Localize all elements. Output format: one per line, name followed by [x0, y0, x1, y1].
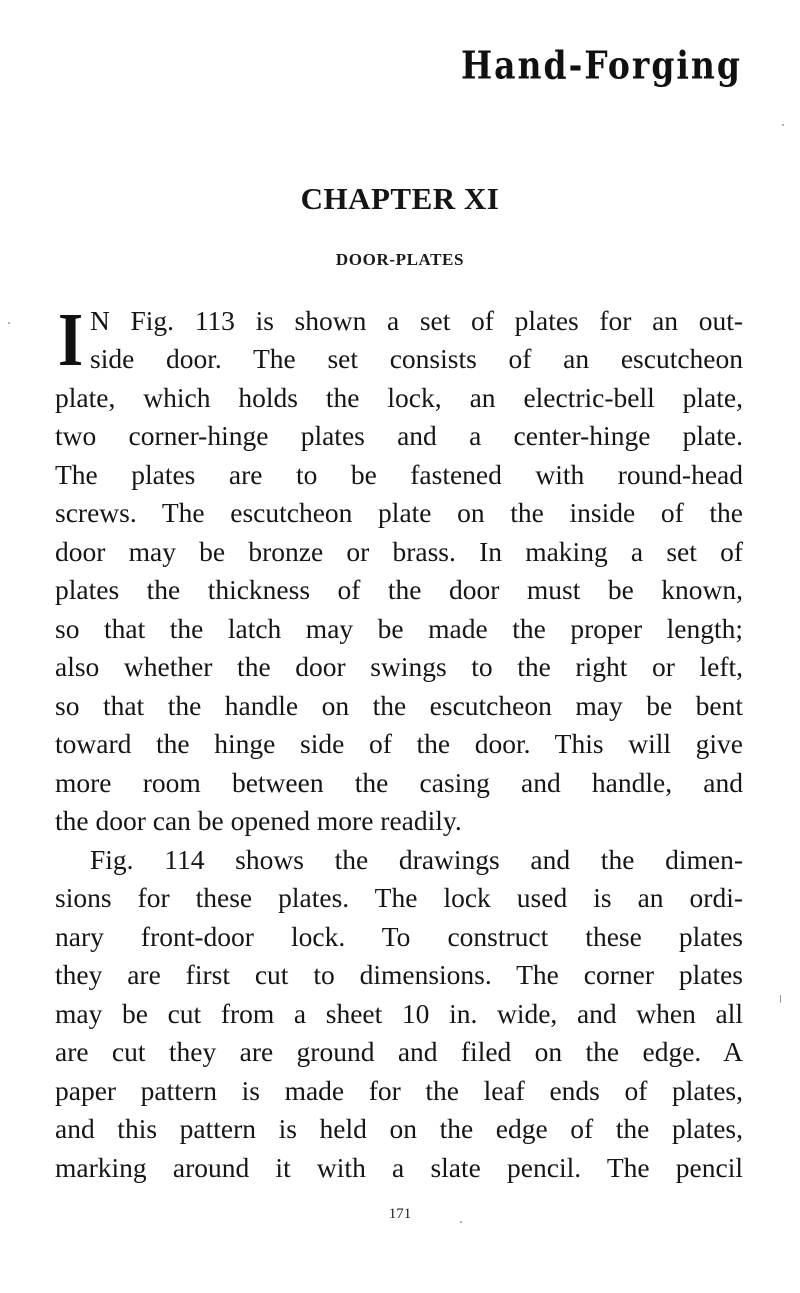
text-line: they are first cut to dimensions. The corner plates	[55, 959, 743, 990]
text-line: nary front-door lock. To construct these plates	[55, 921, 743, 952]
text-line: The plates are to be fastened with round-head	[55, 459, 743, 490]
text-line: so that the latch may be made the proper length;	[55, 613, 743, 644]
scan-speck	[780, 995, 781, 1003]
text-line: N Fig. 113 is shown a set of plates for an out-	[90, 305, 743, 336]
text-line: two corner-hinge plates and a center-hinge plate.	[55, 420, 743, 451]
text-line: Fig. 114 shows the drawings and the dimen-	[90, 844, 743, 875]
text-line: also whether the door swings to the right or left,	[55, 651, 743, 682]
scan-speck	[460, 1221, 462, 1223]
text-line: sions for these plates. The lock used is an ordi-	[55, 882, 743, 913]
section-title: DOOR-PLATES	[335, 250, 465, 269]
scan-speck	[8, 322, 10, 324]
text-line: toward the hinge side of the door. This will give	[55, 728, 743, 759]
text-line: plates the thickness of the door must be known,	[55, 574, 743, 605]
drop-cap: I	[58, 298, 84, 382]
text-line: the door can be opened more readily.	[55, 805, 462, 836]
text-line: are cut they are ground and filed on the edge. A	[55, 1036, 743, 1067]
page-number: 171	[388, 1206, 412, 1222]
text-line: screws. The escutcheon plate on the inside of the	[55, 497, 743, 528]
text-line: plate, which holds the lock, an electric-bell plate,	[55, 382, 743, 413]
text-line: marking around it with a slate pencil. The pencil	[55, 1152, 743, 1183]
text-line: paper pattern is made for the leaf ends of plates,	[55, 1075, 743, 1106]
running-head: Hand-Forging	[460, 43, 742, 88]
text-line: may be cut from a sheet 10 in. wide, and when all	[55, 998, 743, 1029]
chapter-title: CHAPTER XI	[300, 181, 500, 216]
scan-speck	[782, 124, 784, 126]
text-line: and this pattern is held on the edge of the plates,	[55, 1113, 743, 1144]
text-line: so that the handle on the escutcheon may be bent	[55, 690, 743, 721]
text-line: door may be bronze or brass. In making a set of	[55, 536, 743, 567]
text-line: side door. The set consists of an escutcheon	[90, 343, 743, 374]
text-line: more room between the casing and handle, and	[55, 767, 743, 798]
